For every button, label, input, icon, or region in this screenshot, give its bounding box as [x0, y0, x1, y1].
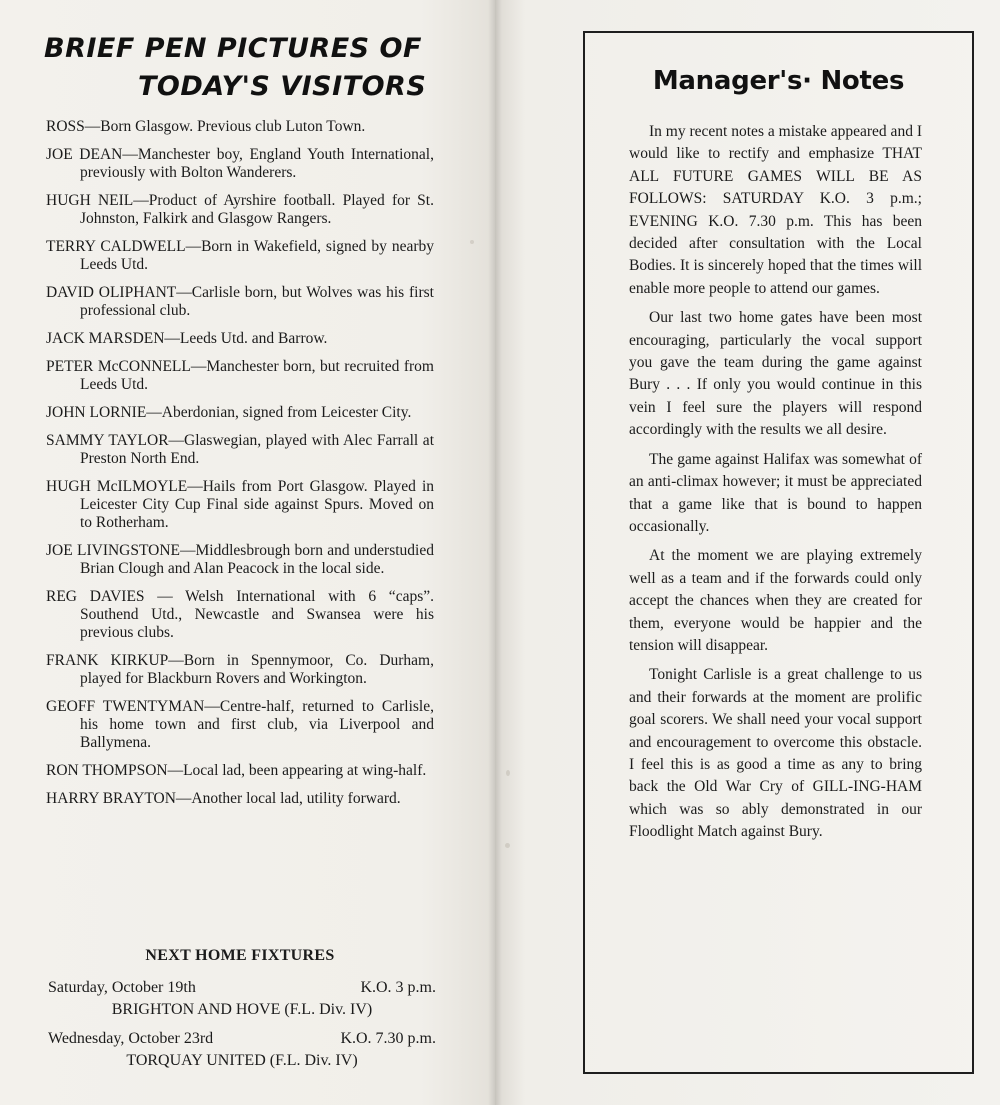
fixture-date: Saturday, October 19th: [48, 979, 196, 996]
fixture-date: Wednesday, October 23rd: [48, 1030, 214, 1047]
player-entry: HUGH NEIL—Product of Ayrshire football. Played for St. Johnston, Falkirk and Glasgow Rangers.: [46, 192, 434, 227]
notes-paragraph: The game against Halifax was somewhat of an anti-climax however; it must be appreciated that a game like that is bound to happen occasionally.: [629, 450, 922, 535]
player-entry: JACK MARSDEN—Leeds Utd. and Barrow.: [46, 330, 328, 347]
fixture-kickoff: K.O. 3 p.m.: [360, 979, 436, 996]
player-entry: HUGH McILMOYLE—Hails from Port Glasgow. Played in Leicester City Cup Final side against Spurs. Moved on to Rotherham.: [46, 478, 434, 531]
fixture-opponent: BRIGHTON AND HOVE (F.L. Div. IV): [111, 1001, 373, 1018]
visitors-heading: [44, 30, 464, 106]
player-entry: RON THOMPSON—Local lad, been appearing at wing-half.: [46, 762, 427, 779]
notes-paragraph: At the moment we are playing extremely well as a team and if the forwards could only accept the chances when they are created for them, everyone would be happier and the tension will disappear.: [629, 547, 922, 654]
fixture-row: [48, 1030, 436, 1050]
managers-notes-body: [629, 121, 922, 851]
player-entry: JOE LIVINGSTONE—Middlesbrough born and understudied Brian Clough and Alan Peacock in the local side.: [46, 542, 434, 577]
paper-speck: [506, 770, 510, 776]
player-entry: ROSS—Born Glasgow. Previous club Luton Town.: [46, 118, 366, 135]
managers-notes-title: Manager's· Notes: [652, 66, 905, 96]
player-entry: PETER McCONNELL—Manchester born, but recruited from Leeds Utd.: [46, 358, 434, 393]
fixture-kickoff: K.O. 7.30 p.m.: [340, 1030, 436, 1047]
notes-paragraph: Tonight Carlisle is a great challenge to us and their forwards at the moment are prolific goal scorers. We shall need your vocal support and encouragement to overcome this obstacle. I feel this is as good a time as any to bring back the Old War Cry of GILL-ING-HAM which was so ably demonstrated in our Floodlight Match against Bury.: [629, 666, 922, 841]
player-entry: JOE DEAN—Manchester boy, England Youth International, previously with Bolton Wanderers.: [46, 146, 434, 181]
visitors-heading-line-1: BRIEF PEN PICTURES OF: [44, 33, 422, 64]
fixture-row: [48, 979, 436, 999]
player-entry: DAVID OLIPHANT—Carlisle born, but Wolves was his first professional club.: [46, 284, 434, 319]
player-entry: HARRY BRAYTON—Another local lad, utility forward.: [46, 790, 401, 807]
fixtures-title: NEXT HOME FIXTURES: [145, 947, 335, 964]
paper-speck: [505, 843, 510, 848]
player-entry: TERRY CALDWELL—Born in Wakefield, signed by nearby Leeds Utd.: [46, 238, 434, 273]
notes-paragraph: In my recent notes a mistake appeared and I would like to rectify and emphasize THAT ALL FUTURE GAMES WILL BE AS FOLLOWS: SATURDAY K.O. 3 p.m.; EVENING K.O. 7.30 p.m. This has been decided after consultation with the Local Bodies. It is sincerely hoped that the times will enable more people to attend our games.: [629, 123, 922, 297]
player-entry: SAMMY TAYLOR—Glaswegian, played with Alec Farrall at Preston North End.: [46, 432, 434, 467]
player-entry: GEOFF TWENTYMAN—Centre-half, returned to Carlisle, his home town and first club, via Liverpool and Ballymena.: [46, 698, 434, 751]
player-list: [46, 118, 434, 818]
fixture-opponent: TORQUAY UNITED (F.L. Div. IV): [126, 1052, 358, 1069]
player-entry: JOHN LORNIE—Aberdonian, signed from Leicester City.: [46, 404, 412, 421]
visitors-heading-line-2: TODAY'S VISITORS: [138, 71, 427, 102]
paper-speck: [470, 240, 474, 244]
page-gutter: [488, 0, 502, 1105]
player-entry: FRANK KIRKUP—Born in Spennymoor, Co. Durham, played for Blackburn Rovers and Workington.: [46, 652, 434, 687]
player-entry: REG DAVIES — Welsh International with 6 “caps”. Southend Utd., Newcastle and Swansea were his previous clubs.: [46, 588, 434, 641]
notes-paragraph: Our last two home gates have been most encouraging, particularly the vocal support you gave the team during the game against Bury . . . If only you would continue in this vein I feel sure the players will respond accordingly with the results we all desire.: [629, 309, 922, 439]
